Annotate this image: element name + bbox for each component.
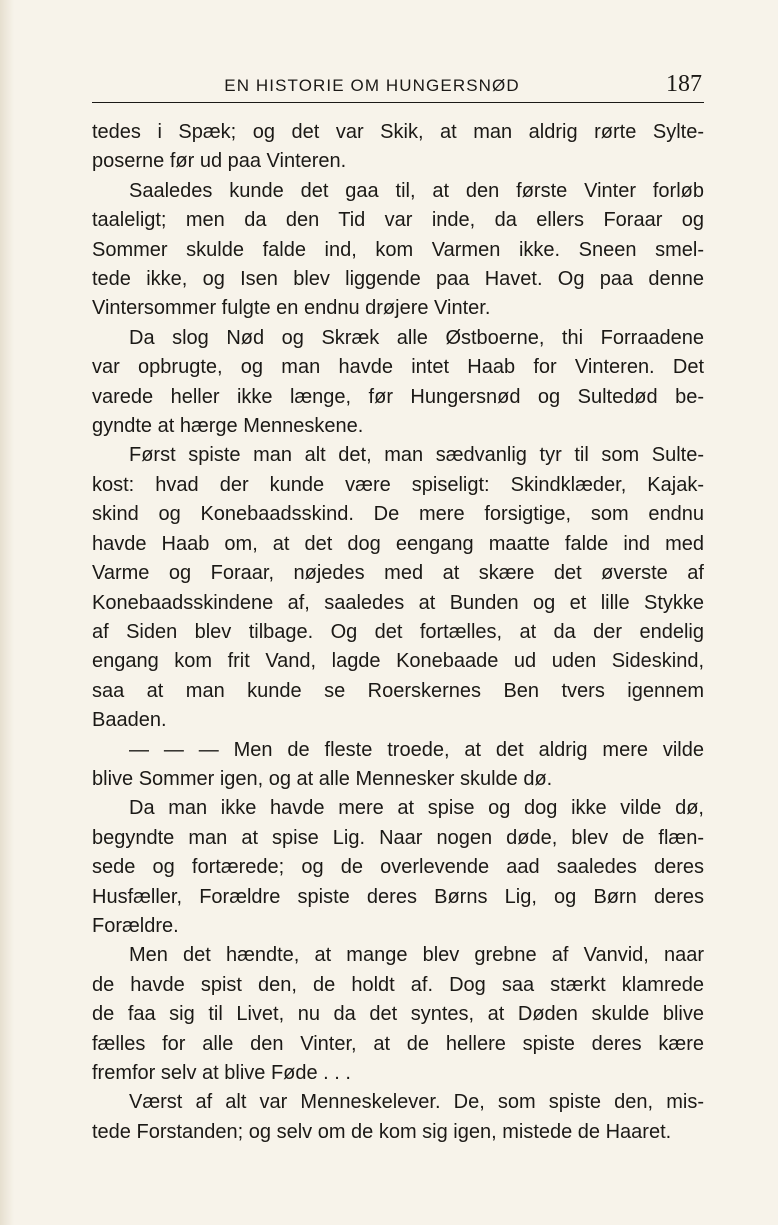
text-line: taaleligt; men da den Tid var inde, da ellers Foraar og: [92, 209, 704, 232]
text-line: kost: hvad der kunde være spiseligt: Skindklæder, Kajak-: [92, 473, 704, 496]
text-line: Husfæller, Forældre spiste deres Børns Lig, og Børn deres: [92, 885, 704, 908]
text-line: engang kom frit Vand, lagde Konebaade ud uden Sideskind,: [92, 650, 704, 673]
text-line: havde Haab om, at det dog eengang maatte falde ind med: [92, 532, 704, 555]
text-line: gyndte at hærge Menneskene.: [92, 415, 364, 438]
text-line: af Siden blev tilbage. Og det fortælles, at da der endelig: [92, 620, 704, 643]
paragraph: [92, 441, 704, 735]
text-line: Forældre.: [92, 914, 179, 937]
page-edge-shadow: [0, 0, 14, 1225]
text-line: tedes i Spæk; og det var Skik, at man aldrig rørte Sylte-: [92, 121, 704, 143]
text-line: de havde spist den, de holdt af. Dog saa stærkt klamrede: [92, 973, 704, 996]
text-line: Da slog Nød og Skræk alle Østboerne, thi Forraadene: [129, 326, 704, 349]
paragraph: [92, 1088, 704, 1147]
text-line: Vintersommer fulgte en endnu drøjere Vinter.: [92, 297, 491, 320]
text-line: Men det hændte, at mange blev grebne af Vanvid, naar: [129, 944, 704, 967]
running-header: [92, 70, 704, 103]
text-line: — — — Men de fleste troede, at det aldrig mere vilde: [129, 738, 704, 761]
text-line: begyndte man at spise Lig. Naar nogen døde, blev de flæn-: [92, 826, 704, 849]
paragraph: [92, 794, 704, 941]
text-line: varede heller ikke længe, før Hungersnød og Sultedød be-: [92, 385, 704, 408]
text-line: sede og fortærede; og de overlevende aad saaledes deres: [92, 856, 704, 879]
text-line: Konebaadsskindene af, saaledes at Bunden og et lille Stykke: [92, 591, 704, 614]
paragraph: [92, 941, 704, 1088]
text-line: blive Sommer igen, og at alle Mennesker skulde dø.: [92, 767, 553, 790]
text-line: Sommer skulde falde ind, kom Varmen ikke. Sneen smel-: [92, 238, 704, 261]
text-line: Varme og Foraar, nøjedes med at skære det øverste af: [92, 562, 704, 585]
body-text: [92, 118, 704, 1147]
text-line: Baaden.: [92, 709, 167, 732]
text-line: fælles for alle den Vinter, at de hellere spiste deres kære: [92, 1032, 704, 1055]
text-line: skind og Konebaadsskind. De mere forsigtige, som endnu: [92, 503, 704, 526]
text-line: poserne før ud paa Vinteren.: [92, 150, 347, 173]
text-line: tede ikke, og Isen blev liggende paa Havet. Og paa denne: [92, 268, 704, 291]
paragraph: [92, 736, 704, 795]
text-line: de faa sig til Livet, nu da det syntes, at Døden skulde blive: [92, 1003, 704, 1026]
text-line: fremfor selv at blive Føde . . .: [92, 1062, 351, 1084]
text-line: Da man ikke havde mere at spise og dog ikke vilde dø,: [129, 797, 704, 820]
text-line: Først spiste man alt det, man sædvanlig tyr til som Sulte-: [129, 444, 704, 467]
text-line: var opbrugte, og man havde intet Haab for Vinteren. Det: [92, 356, 704, 379]
text-line: Værst af alt var Menneskelever. De, som spiste den, mis-: [129, 1091, 704, 1114]
running-title: EN HISTORIE OM HUNGERSNØD: [224, 76, 520, 95]
text-line: saa at man kunde se Roerskernes Ben tvers igennem: [92, 679, 704, 702]
paragraph: [92, 118, 704, 177]
page-number: 187: [666, 71, 702, 97]
paragraph: [92, 177, 704, 324]
text-line: tede Forstanden; og selv om de kom sig igen, mistede de Haaret.: [92, 1120, 672, 1143]
paragraph: [92, 324, 704, 442]
text-line: Saaledes kunde det gaa til, at den første Vinter forløb: [129, 179, 704, 202]
